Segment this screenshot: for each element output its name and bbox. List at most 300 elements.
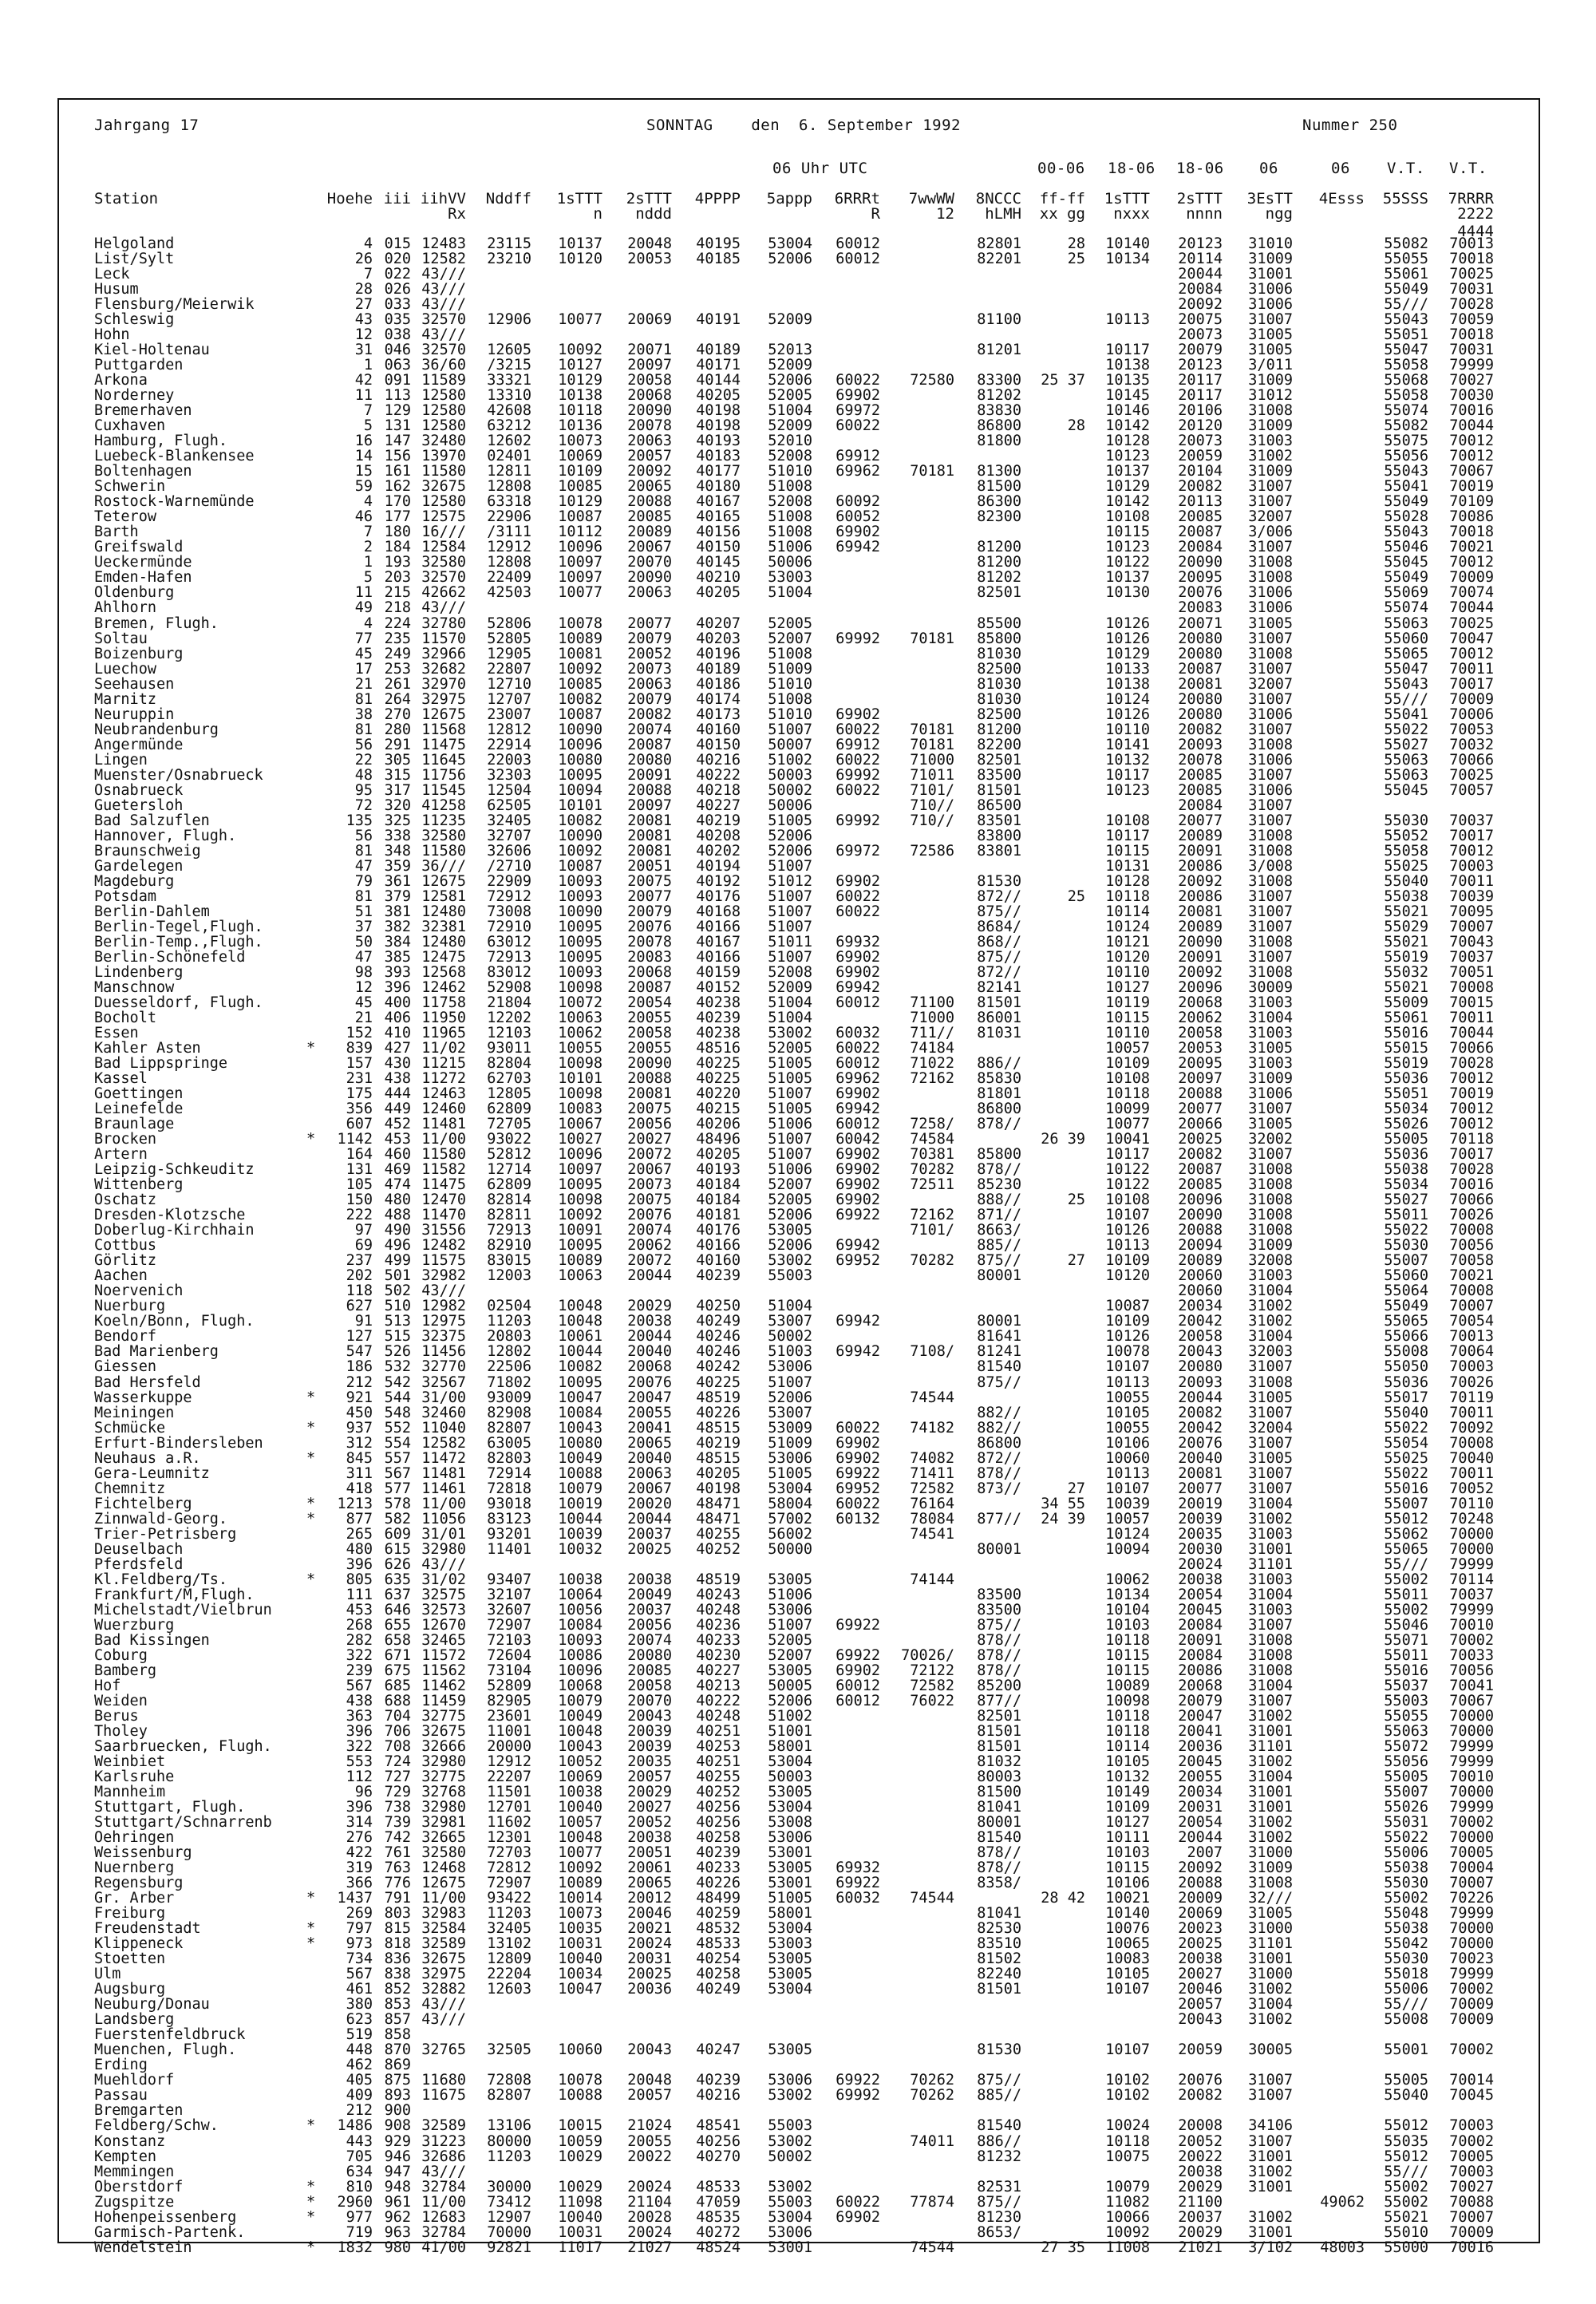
cell-tttt3: 10117 [1105,1146,1150,1164]
cell-station-name: Stoetten [94,1950,166,1968]
cell-hoehe: 921 [346,1389,373,1406]
cell-ncc: 875// [977,1252,1021,1270]
cell-sss: 55082 [1384,235,1428,252]
cell-estt: 31005 [1248,1040,1293,1057]
cell-ihvv: 32675 [421,1722,466,1740]
table-row [0,418,1596,433]
cell-tttt4: 20085 [1178,781,1223,799]
cell-rrrr: 70051 [1449,963,1494,981]
cell-tttt3: 10132 [1105,1769,1150,1786]
cell-rrrt: 69942 [836,1237,880,1255]
cell-appp: 51006 [768,1586,812,1603]
cell-iii: 761 [384,1844,411,1862]
cell-station-name: Cuxhaven [94,417,166,435]
cell-pppp: 40216 [696,751,741,769]
cell-tttt3: 10118 [1105,887,1150,905]
cell-ww: 7101/ [910,1222,954,1239]
cell-sss: 55043 [1384,675,1428,693]
cell-station-name: Weiden [94,1692,148,1709]
cell-tttt2: 20077 [627,615,672,632]
cell-tttt4: 20038 [1178,1571,1223,1588]
cell-rrrt: 69902 [836,1434,880,1452]
cell-tttt2: 20063 [627,433,672,450]
cell-nddff: /3111 [487,524,531,541]
cell-hoehe: 977 [346,2208,373,2226]
cell-ihvv: 32975 [421,1966,466,1983]
cell-hoehe: 363 [346,1707,373,1725]
cell-tttt3: 10124 [1105,1525,1150,1543]
cell-rrrr: 70019 [1449,478,1494,496]
cell-rrrt: 69902 [836,1161,880,1179]
cell-station-name: Erding [94,2057,148,2074]
cell-rrrr: 70006 [1449,705,1494,723]
cell-pppp: 40160 [696,721,741,738]
cell-tttt4: 20054 [1178,1814,1223,1832]
cell-pppp: 48533 [696,2178,741,2195]
cell-rrrt: 69932 [836,933,880,950]
cell-tttt4: 20087 [1178,1161,1223,1179]
cell-tttt2: 20024 [627,2178,672,2195]
cell-ww: 7101/ [910,781,954,799]
cell-hoehe: 634 [346,2163,373,2180]
cell-tttt4: 20084 [1178,281,1223,298]
cell-ww: 74182 [910,1419,954,1437]
cell-tttt4: 20029 [1178,2223,1223,2241]
cell-hoehe: 396 [346,1799,373,1816]
cell-hoehe: 46 [354,508,373,526]
cell-rrrr: 70092 [1449,1419,1494,1437]
cell-ihvv: 32675 [421,478,466,496]
cell-nddff: 02504 [487,1298,531,1315]
table-row [0,1739,1596,1754]
cell-tttt2: 20065 [627,478,672,496]
cell-sss: 55008 [1384,2011,1428,2029]
cell-ihvv: 43/// [421,1555,466,1573]
table-row [0,312,1596,327]
cell-nddff: 12605 [487,342,531,359]
cell-tttt3: 10145 [1105,387,1150,405]
cell-rrrt: 60012 [836,235,880,252]
cell-sss: 55042 [1384,1935,1428,1953]
cell-tttt3: 10066 [1105,2208,1150,2226]
cell-mountain-marker: * [306,1131,316,1148]
cell-tttt3: 11082 [1105,2193,1150,2211]
cell-appp: 52006 [768,827,812,844]
cell-nddff: 32707 [487,827,531,844]
cell-hoehe: 705 [346,2148,373,2165]
cell-tttt3: 10118 [1105,2132,1150,2150]
cell-rrrr: 70088 [1449,2193,1494,2211]
cell-appp: 58004 [768,1495,812,1512]
cell-tttt4: 20123 [1178,235,1223,252]
cell-appp: 53008 [768,1814,812,1832]
cell-tttt3: 10113 [1105,1464,1150,1482]
cell-station-name: Flensburg/Meierwik [94,296,255,314]
cell-appp: 53005 [768,1222,812,1239]
cell-ncc: 878// [977,1161,1021,1179]
cell-ncc: 873// [977,1480,1021,1497]
cell-sss: 55046 [1384,1616,1428,1634]
cell-ihvv: 11580 [421,842,466,860]
cell-station-name: Bad Hersfeld [94,1373,201,1391]
cell-ihvv: 32584 [421,1920,466,1938]
cell-station-name: Freiburg [94,1905,166,1923]
cell-ncc: 81031 [977,1025,1021,1042]
cell-tttt3: 10122 [1105,1176,1150,1194]
cell-rrrr: 70003 [1449,1358,1494,1376]
cell-sss: 55022 [1384,721,1428,738]
table-row [0,1587,1596,1603]
cell-sss: 55036 [1384,1146,1428,1164]
cell-sss: 55069 [1384,584,1428,602]
table-row [0,1041,1596,1056]
cell-station-name: Marnitz [94,690,156,708]
cell-station-name: Chemnitz [94,1480,166,1497]
cell-nddff: 73008 [487,903,531,920]
cell-nddff: 22409 [487,569,531,587]
cell-station-name: Zugspitze [94,2193,175,2211]
cell-appp: 53002 [768,2087,812,2104]
cell-ihvv: 32780 [421,615,466,632]
cell-ncc: 81041 [977,1799,1021,1816]
cell-tttt4: 20008 [1178,2117,1223,2135]
cell-pppp: 48471 [696,1510,741,1527]
cell-appp: 52006 [768,1237,812,1255]
cell-ihvv: 11589 [421,372,466,389]
cell-tttt2: 20020 [627,1495,672,1512]
cell-sss: 55018 [1384,1966,1428,1983]
cell-ww: 70262 [910,2072,954,2089]
cell-ihvv: 32573 [421,1601,466,1618]
cell-nddff: 12602 [487,433,531,450]
cell-tttt2: 20029 [627,1298,672,1315]
cell-estt: 31007 [1248,1464,1293,1482]
cell-tttt1: 10069 [558,1769,602,1786]
cell-ihvv: 12580 [421,402,466,420]
cell-hoehe: 519 [346,2026,373,2044]
cell-estt: 31008 [1248,1207,1293,1224]
table-row [0,1132,1596,1147]
cell-tttt3: 10111 [1105,1829,1150,1847]
cell-nddff: 83015 [487,1252,531,1270]
cell-tttt3: 10089 [1105,1677,1150,1694]
cell-nddff: 63005 [487,1434,531,1452]
cell-tttt1: 10097 [558,569,602,587]
cell-ww: 71022 [910,1055,954,1073]
cell-station-name: Freudenstadt [94,1920,201,1938]
cell-ihvv: 32570 [421,569,466,587]
cell-mountain-marker: * [306,2239,316,2256]
cell-iii: 655 [384,1616,411,1634]
cell-appp: 51009 [768,1434,812,1452]
cell-appp: 53004 [768,235,812,252]
cell-tttt4: 20029 [1178,2178,1223,2195]
cell-iii: 320 [384,796,411,814]
cell-iii: 708 [384,1737,411,1755]
cell-ihvv: 31/00 [421,1389,466,1406]
cell-appp: 51007 [768,1146,812,1164]
cell-ihvv: 31/01 [421,1525,466,1543]
cell-pppp: 40249 [696,1313,741,1330]
cell-station-name: Goettingen [94,1085,184,1103]
cell-estt: 31007 [1248,903,1293,920]
cell-nddff: 82804 [487,1055,531,1073]
cell-rrrr: 70013 [1449,235,1494,252]
cell-appp: 53001 [768,1875,812,1892]
column-header-ww: 7wwWW [908,190,954,207]
cell-ihvv: 12675 [421,1875,466,1892]
cell-appp: 51009 [768,660,812,678]
column-header-tttt4: 2sTTT [1176,190,1223,207]
cell-appp: 51011 [768,933,812,950]
cell-hoehe: 37 [354,918,373,935]
cell-rrrt: 69922 [836,1464,880,1482]
cell-rrrr: 70007 [1449,918,1494,935]
cell-hoehe: 45 [354,645,373,662]
cell-rrrr: 70059 [1449,311,1494,329]
cell-hoehe: 7 [363,524,373,541]
cell-pppp: 40236 [696,1616,741,1634]
cell-estt: 30005 [1248,2041,1293,2059]
cell-station-name: Nuerburg [94,1298,166,1315]
cell-estt: 31007 [1248,1146,1293,1164]
cell-iii: 963 [384,2223,411,2241]
cell-ihvv: 12675 [421,872,466,890]
cell-tttt3: 10134 [1105,251,1150,268]
cell-pppp: 48499 [696,1890,741,1907]
cell-iii: 675 [384,1662,411,1679]
cell-nddff: 72103 [487,1631,531,1649]
cell-ncc: 82200 [977,736,1021,753]
cell-tttt2: 20076 [627,1373,672,1391]
table-row [0,267,1596,282]
table-row [0,373,1596,388]
cell-sss: 55061 [1384,1010,1428,1027]
table-row [0,1010,1596,1026]
cell-rrrt: 69962 [836,463,880,480]
cell-ww: 71011 [910,766,954,784]
cell-nddff: 22807 [487,660,531,678]
cell-tttt1: 10095 [558,933,602,950]
cell-tttt3: 10041 [1105,1131,1150,1148]
cell-appp: 50000 [768,1540,812,1558]
cell-ihvv: 43/// [421,2163,466,2180]
cell-iii: 763 [384,1859,411,1877]
cell-hoehe: 12 [354,326,373,344]
cell-ihvv: 11/00 [421,1495,466,1512]
cell-rrrr: 79999 [1449,1753,1494,1770]
cell-ncc: 81041 [977,1905,1021,1923]
cell-iii: 249 [384,645,411,662]
cell-ncc: 81241 [977,1343,1021,1361]
cell-appp: 52007 [768,630,812,647]
cell-mountain-marker: * [306,1449,316,1467]
cell-station-name: Fuerstenfeldbruck [94,2026,246,2044]
cell-ihvv: 11215 [421,1055,466,1073]
cell-tttt2: 20040 [627,1449,672,1467]
cell-appp: 52006 [768,251,812,268]
cell-nddff: 12912 [487,1753,531,1770]
cell-rrrt: 60012 [836,1055,880,1073]
cell-tttt2: 20048 [627,235,672,252]
cell-iii: 129 [384,402,411,420]
cell-ff: 28 [1041,235,1085,252]
cell-tttt3: 10107 [1105,1480,1150,1497]
cell-pppp: 48496 [696,1131,741,1148]
cell-iii: 180 [384,524,411,541]
cell-tttt2: 20090 [627,1055,672,1073]
table-row [0,1784,1596,1800]
cell-rrrr: 70058 [1449,1252,1494,1270]
cell-sss: 55058 [1384,387,1428,405]
cell-appp: 52007 [768,1646,812,1664]
column-header-tttt1: 1sTTT [556,190,602,207]
cell-hoehe: 237 [346,1252,373,1270]
cell-station-name: Zinnwald-Georg. [94,1510,228,1527]
cell-sss: 55063 [1384,615,1428,632]
cell-ihvv: 32982 [421,1267,466,1285]
cell-tttt2: 20035 [627,1753,672,1770]
cell-ihvv: 32770 [421,1358,466,1376]
cell-station-name: Guetersloh [94,796,184,814]
table-row [0,1769,1596,1784]
cell-tttt1: 10044 [558,1343,602,1361]
cell-rrrt: 60032 [836,1025,880,1042]
cell-tttt4: 20104 [1178,463,1223,480]
cell-ww: 74544 [910,2239,954,2256]
cell-nddff: 22207 [487,1769,531,1786]
column-subheader-ww: 12 [936,205,954,223]
cell-pppp: 40198 [696,402,741,420]
cell-tttt3: 10108 [1105,1070,1150,1088]
cell-nddff: /3215 [487,357,531,374]
cell-station-name: Wasserkuppe [94,1389,192,1406]
cell-sss: 55049 [1384,1298,1428,1315]
cell-rrrt: 60022 [836,1040,880,1057]
cell-tttt1: 10038 [558,1784,602,1801]
cell-sss: 55012 [1384,2117,1428,2135]
cell-hoehe: 448 [346,2041,373,2059]
cell-station-name: Braunlage [94,1116,175,1133]
cell-rrrt: 69912 [836,448,880,465]
cell-ihvv: 12463 [421,1085,466,1103]
cell-station-name: Kassel [94,1070,148,1088]
cell-tttt2: 20058 [627,372,672,389]
cell-tttt3: 11008 [1105,2239,1150,2256]
cell-appp: 53006 [768,1358,812,1376]
cell-ff: 25 [1041,887,1085,905]
cell-tttt1: 10049 [558,1449,602,1467]
cell-sss: 55025 [1384,1449,1428,1467]
cell-rrrr: 70037 [1449,812,1494,829]
table-row [0,1192,1596,1207]
cell-nddff: 13106 [487,2117,531,2135]
cell-ihvv: 11562 [421,1662,466,1679]
cell-tttt1: 10032 [558,1540,602,1558]
cell-sss: 55/// [1384,296,1428,314]
cell-tttt3: 10077 [1105,1116,1150,1133]
cell-ncc: 83800 [977,827,1021,844]
cell-tttt3: 10103 [1105,1844,1150,1862]
cell-appp: 51007 [768,918,812,935]
cell-rrrr: 70017 [1449,1146,1494,1164]
column-header-ncc: 8NCCC [975,190,1021,207]
cell-ncc: 81801 [977,1085,1021,1103]
cell-tttt2: 20069 [627,311,672,329]
cell-tttt2: 20056 [627,1616,672,1634]
cell-ncc: 83510 [977,1935,1021,1953]
cell-ihvv: 12483 [421,235,466,252]
cell-ihvv: 12584 [421,539,466,556]
cell-tttt1: 10072 [558,994,602,1011]
cell-nddff: 11602 [487,1814,531,1832]
header-number: Nummer 250 [1302,117,1398,134]
cell-tttt3: 10102 [1105,2087,1150,2104]
cell-tttt4: 20066 [1178,1116,1223,1133]
cell-estt: 31007 [1248,1358,1293,1376]
cell-hoehe: 56 [354,827,373,844]
cell-estt: 31003 [1248,1601,1293,1618]
table-row [0,1026,1596,1041]
cell-pppp: 40258 [696,1966,741,1983]
cell-ncc: 83830 [977,402,1021,420]
cell-station-name: Hohn [94,326,130,344]
cell-sss: 55064 [1384,1282,1428,1300]
cell-rrrt: 60022 [836,372,880,389]
cell-tttt3: 10057 [1105,1510,1150,1527]
cell-rrrt: 69902 [836,705,880,723]
cell-station-name: Soltau [94,630,148,647]
cell-iii: 291 [384,736,411,753]
cell-estt: 32/// [1248,1890,1293,1907]
cell-tttt1: 10077 [558,311,602,329]
cell-tttt1: 10137 [558,235,602,252]
cell-tttt4: 20085 [1178,766,1223,784]
cell-nddff: 93201 [487,1525,531,1543]
cell-tttt1: 10055 [558,1040,602,1057]
cell-sss: 55048 [1384,1905,1428,1923]
cell-tttt4: 20040 [1178,1449,1223,1467]
cell-tttt1: 10019 [558,1495,602,1512]
cell-pppp: 48519 [696,1571,741,1588]
cell-tttt2: 20036 [627,1981,672,1998]
cell-iii: 396 [384,978,411,996]
cell-estt: 31001 [1248,266,1293,283]
cell-tttt1: 10040 [558,1799,602,1816]
cell-iii: 501 [384,1267,411,1285]
cell-rrrr: 70056 [1449,1237,1494,1255]
cell-pppp: 40256 [696,1814,741,1832]
cell-tttt4: 20038 [1178,2163,1223,2180]
cell-iii: 382 [384,918,411,935]
cell-ihvv: 12670 [421,1616,466,1634]
table-row [0,297,1596,312]
cell-hoehe: 409 [346,2087,373,2104]
cell-hoehe: 438 [346,1692,373,1709]
cell-hoehe: 1486 [337,2117,373,2135]
cell-nddff: 12301 [487,1829,531,1847]
cell-appp: 53006 [768,1829,812,1847]
table-row [0,1982,1596,1997]
cell-hoehe: 4 [363,615,373,632]
cell-tttt3: 10126 [1105,705,1150,723]
cell-sss: 55030 [1384,1875,1428,1892]
cell-rrrt: 69942 [836,1101,880,1118]
cell-pppp: 40256 [696,2132,741,2150]
cell-tttt4: 20086 [1178,857,1223,875]
cell-mountain-marker: * [306,1389,316,1406]
cell-tttt3: 10109 [1105,1313,1150,1330]
